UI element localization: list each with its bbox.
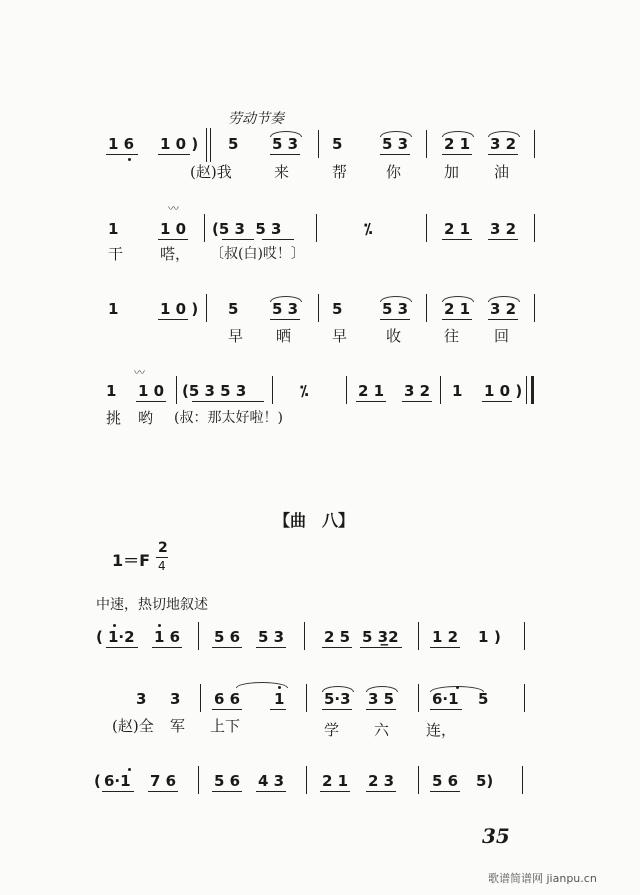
tempo-marking: 中速，热切地叙述 [96, 597, 208, 613]
note: ⁒ [364, 220, 373, 238]
lyric: 帮 [332, 163, 348, 181]
lyric: 回 [494, 327, 510, 345]
note: 1 0 ) [484, 382, 523, 400]
lyric: (叔：那太好啦！) [174, 410, 283, 426]
lyric: 收 [386, 327, 402, 345]
note: 6 6 [214, 690, 241, 708]
note: 1·2 [108, 628, 135, 646]
section-label: 劳动节奏 [228, 111, 284, 127]
note: ( [94, 772, 101, 790]
lyric: 六 [374, 721, 390, 739]
note: ) [494, 628, 501, 646]
lyric: 军 [170, 717, 186, 735]
lyric: 油 [494, 163, 510, 181]
note: 2 1 [444, 220, 471, 238]
note: 1 0 ) [160, 135, 199, 153]
note: (5 3 5 3 [182, 382, 247, 400]
note: 5 3 [382, 300, 409, 318]
note: 1 6 [108, 135, 135, 153]
note: 2 1 [358, 382, 385, 400]
watermark: 歌谱简谱网 jianpu.cn [488, 872, 597, 885]
note: 5 3̲2 [362, 628, 399, 646]
note: 5·3 [324, 690, 351, 708]
note: 3 2 [404, 382, 431, 400]
note: 6·1 [432, 690, 459, 708]
page-number: 35 [482, 824, 510, 848]
note: 2 5 [324, 628, 351, 646]
note: 5 [332, 135, 343, 153]
lyric: 早 [332, 327, 348, 345]
note: 1 [478, 628, 489, 646]
lyric: 连， [426, 721, 457, 739]
note: 1 6 [154, 628, 181, 646]
lyric: 早 [228, 327, 244, 345]
note: (5 3 5 3 [212, 220, 282, 238]
note: 2 1 [444, 300, 471, 318]
note: 1 [452, 382, 463, 400]
note: ⁒ [300, 382, 309, 400]
note: 1 [106, 382, 117, 400]
time-signature-bottom: 4 [158, 559, 166, 573]
note: 3 [170, 690, 181, 708]
key-label: 1＝F [112, 551, 151, 570]
note: 1 0 [160, 220, 187, 238]
note: 5 3 [382, 135, 409, 153]
note: 2 1 [444, 135, 471, 153]
lyric: (赵)全 [112, 717, 154, 735]
note: 5 [228, 300, 239, 318]
lyric: 你 [386, 163, 402, 181]
note: 3 [136, 690, 147, 708]
note: 6·1 [104, 772, 131, 790]
song-title: 【曲 八】 [274, 511, 355, 530]
lyric: 来 [274, 163, 290, 181]
note: 5 3 [258, 628, 285, 646]
lyric: 上下 [210, 717, 241, 735]
lyric: 挑 [106, 409, 122, 427]
note: 5 6 [432, 772, 459, 790]
lyric: 晒 [276, 327, 292, 345]
time-signature-top: 2 [158, 540, 168, 556]
lyric: 〔叔(白)哎！〕 [210, 246, 305, 262]
note: 1 [274, 690, 285, 708]
lyric: 哟 [138, 409, 154, 427]
note: 5 3 [272, 135, 299, 153]
lyric: 学 [324, 721, 340, 739]
note: 7 6 [150, 772, 177, 790]
note: ( [96, 628, 103, 646]
note: 3 2 [490, 300, 517, 318]
note: 5 [228, 135, 239, 153]
lyric: 加 [444, 163, 460, 181]
lyric: 干 [108, 245, 124, 263]
note: 1 [108, 300, 119, 318]
note: 5 3 [272, 300, 299, 318]
note: 2 3 [368, 772, 395, 790]
note: 4 3 [258, 772, 285, 790]
note: 3 2 [490, 220, 517, 238]
lyric: (赵)我 [190, 163, 232, 181]
lyric: 往 [444, 327, 460, 345]
note: 5 [332, 300, 343, 318]
note: 5 6 [214, 628, 241, 646]
note: 5) [476, 772, 494, 790]
note: 2 1 [322, 772, 349, 790]
note: 1 [108, 220, 119, 238]
note: 1 0 [138, 382, 165, 400]
note: 3 5 [368, 690, 395, 708]
note: 1 0 ) [160, 300, 199, 318]
note: 5 6 [214, 772, 241, 790]
lyric: 嗒， [160, 245, 191, 263]
note: 1 2 [432, 628, 459, 646]
note: 3 2 [490, 135, 517, 153]
note: 5 [478, 690, 489, 708]
